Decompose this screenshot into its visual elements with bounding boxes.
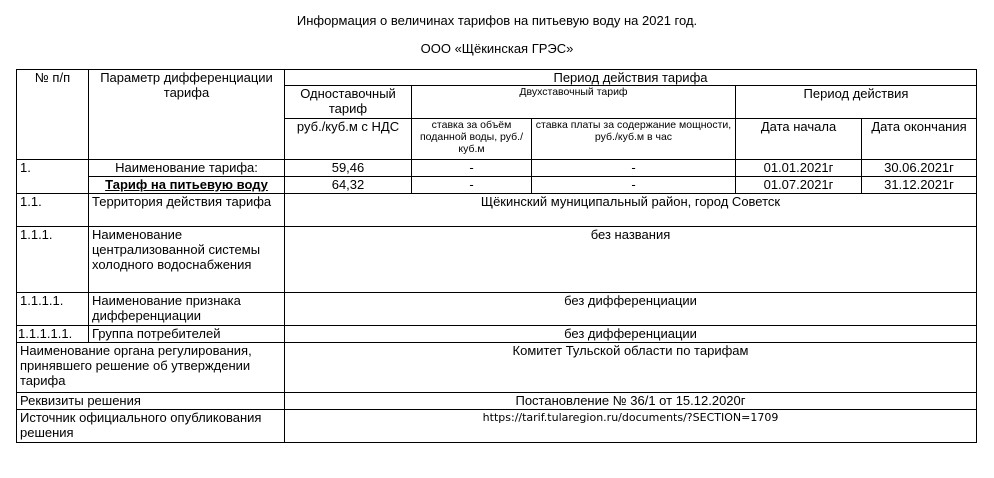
volume-value: -	[412, 176, 531, 193]
header-start-date: Дата начала	[736, 119, 862, 160]
row-num: 1.1.	[17, 194, 89, 227]
row-label: Территория действия тарифа	[89, 194, 285, 227]
table-row	[17, 194, 977, 227]
header-num: № п/п	[17, 70, 89, 160]
row-num: 1.1.1.1.1.	[17, 326, 89, 343]
end-dates	[862, 160, 977, 194]
row-label: Группа потребителей	[89, 326, 285, 343]
row-label: Наименование признака дифференциации	[89, 293, 285, 326]
header-two-rate: Двухставочный тариф	[412, 86, 736, 119]
header-two-rate-capacity: ставка платы за содержание мощности, руб./куб.м в час	[532, 119, 736, 160]
document-title: Информация о величинах тарифов на питьевую воду на 2021 год.	[296, 13, 698, 28]
header-one-rate-unit: руб./куб.м с НДС	[285, 119, 412, 160]
footer-label: Источник официального опубликования решения	[17, 410, 285, 443]
rate-value: 59,46	[331, 160, 365, 175]
row-value: Щёкинский муниципальный район, город Советск	[285, 194, 977, 227]
footer-row	[17, 343, 977, 393]
capacity-values	[532, 160, 736, 194]
publication-link[interactable]: https://tarif.tularegion.ru/documents/?SECTION=1709	[285, 410, 977, 443]
header-one-rate: Одноставочный тариф	[285, 86, 412, 119]
start-dates	[736, 160, 862, 194]
row-value: без дифференциации	[285, 293, 977, 326]
table-row	[17, 326, 977, 343]
header-param: Параметр дифференциации тарифа	[89, 70, 285, 160]
end-date: 31.12.2021г	[862, 176, 976, 193]
tariff-label: Наименование тарифа:	[115, 160, 258, 175]
end-date: 30.06.2021г	[884, 160, 954, 175]
row-label: Наименование централизованной системы холодного водоснабжения	[89, 227, 285, 293]
footer-row	[17, 393, 977, 410]
row-num: 1.1.1.	[17, 227, 89, 293]
tariff-row	[17, 160, 977, 194]
start-date: 01.01.2021г	[763, 160, 834, 175]
row-num: 1.1.1.1.	[17, 293, 89, 326]
footer-value: Комитет Тульской области по тарифам	[285, 343, 977, 393]
organization-name: ООО «Щёкинская ГРЭС»	[420, 41, 574, 56]
rate-values	[285, 160, 412, 194]
capacity-value: -	[532, 176, 735, 193]
footer-label: Реквизиты решения	[17, 393, 285, 410]
header-validity: Период действия	[736, 86, 977, 119]
rate-value: 64,32	[285, 176, 411, 193]
start-date: 01.07.2021г	[736, 176, 861, 193]
volume-values	[412, 160, 532, 194]
volume-value: -	[469, 160, 474, 175]
footer-label: Наименование органа регулирования, принявшего решение об утверждении тарифа	[17, 343, 285, 393]
table-row	[17, 293, 977, 326]
footer-value: Постановление № 36/1 от 15.12.2020г	[285, 393, 977, 410]
footer-row	[17, 410, 977, 443]
row-num: 1.	[17, 160, 89, 194]
row-value: без названия	[285, 227, 977, 293]
header-two-rate-volume: ставка за объём поданной воды, руб./куб.м	[412, 119, 532, 160]
header-end-date: Дата окончания	[862, 119, 977, 160]
capacity-value: -	[631, 160, 636, 175]
tariff-name: Тариф на питьевую воду	[89, 176, 284, 193]
tariff-table	[16, 69, 977, 443]
row-value: без дифференциации	[285, 326, 977, 343]
tariff-name-cell	[89, 160, 285, 194]
table-row	[17, 227, 977, 293]
header-period: Период действия тарифа	[285, 70, 977, 86]
